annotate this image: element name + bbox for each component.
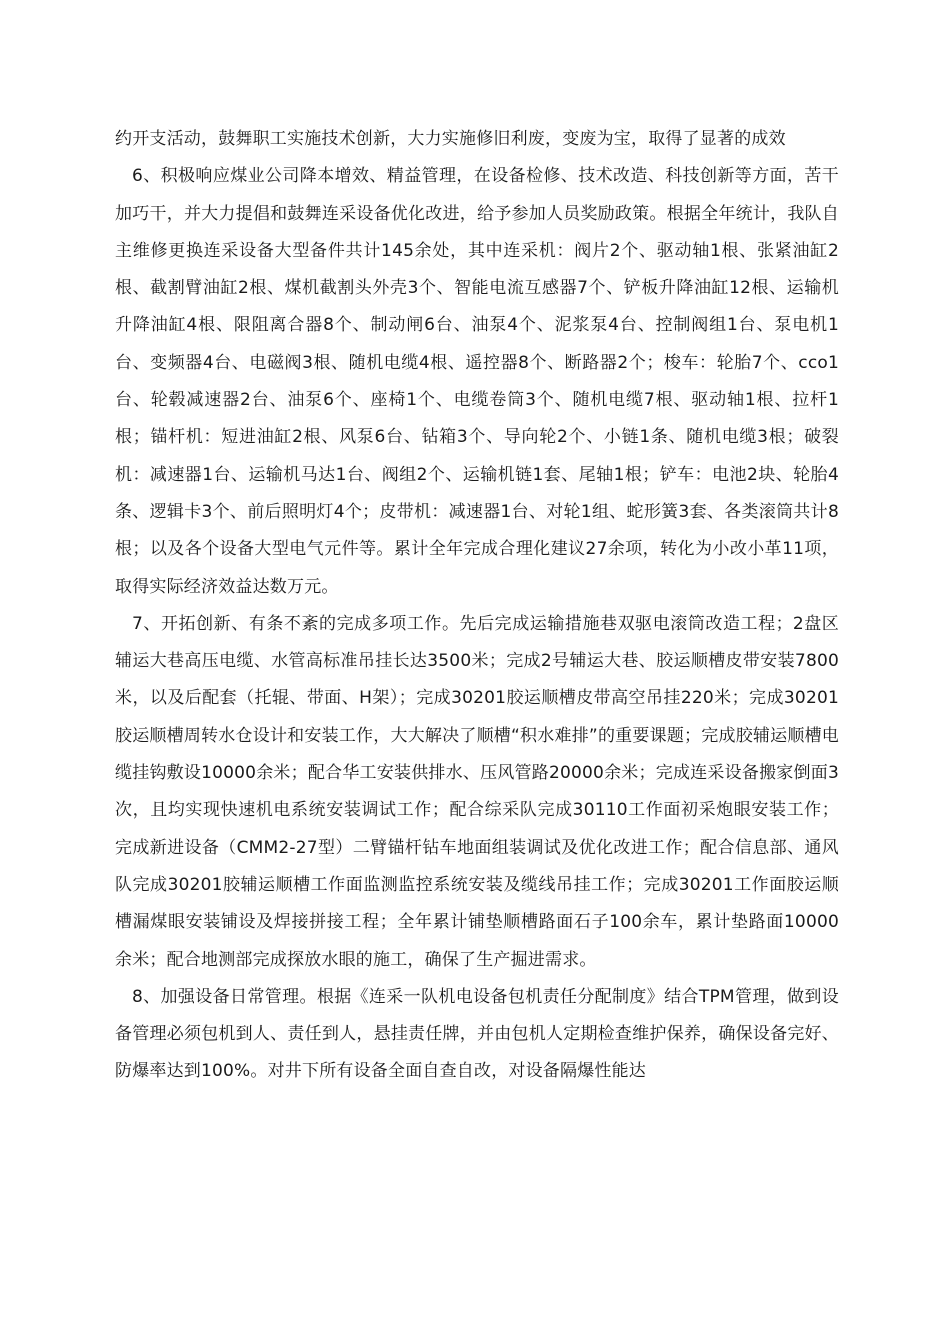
- paragraph-item-6: 6、积极响应煤业公司降本增效、精益管理，在设备检修、技术改造、科技创新等方面，苦干加巧干，并大力提倡和鼓舞连采设备优化改进，给予参加人员奖励政策。根据全年统计，我队自主维修更换连采设备大型备件共计145余处，其中连采机：阀片2个、驱动轴1根、张紧油缸2根、截割臂油缸2根、煤机截割头外壳3个、智能电流互感器7个、铲板升降油缸12根、运输机升降油缸4根、限阻离合器8个、制动闸6台、油泵4个、泥浆泵4台、控制阀组1台、泵电机1台、变频器4台、电磁阀3根、随机电缆4根、遥控器8个、断路器2个；梭车：轮胎7个、cco1台、轮毂减速器2台、油泵6个、座椅1个、电缆卷筒3个、随机电缆7根、驱动轴1根、拉杆1根；锚杆机：短进油缸2根、风泵6台、钻箱3个、导向轮2个、小链1条、随机电缆3根；破裂机：减速器1台、运输机马达1台、阀组2个、运输机链1套、尾轴1根；铲车：电池2块、轮胎4条、逻辑卡3个、前后照明灯4个；皮带机：减速器1台、对轮1组、蛇形簧3套、各类滚筒共计8根；以及各个设备大型电气元件等。累计全年完成合理化建议27余项，转化为小改小革11项，取得实际经济效益达数万元。: [115, 166, 839, 597]
- paragraph-item-8: 8、加强设备日常管理。根据《连采一队机电设备包机责任分配制度》结合TPM管理，做到设备管理必须包机到人、责任到人，悬挂责任牌，并由包机人定期检查维护保养，确保设备完好、防爆率达到100%。对井下所有设备全面自查自改，对设备隔爆性能达: [115, 986, 839, 1082]
- document-body: [115, 121, 839, 1091]
- paragraph-continuation: 约开支活动，鼓舞职工实施技术创新，大力实施修旧利废，变废为宝，取得了显著的成效: [115, 129, 786, 149]
- paragraph-item-7: 7、开拓创新、有条不紊的完成多项工作。先后完成运输措施巷双驱电滚筒改造工程；2盘区辅运大巷高压电缆、水管高标准吊挂长达3500米；完成2号辅运大巷、胶运顺槽皮带安装7800米，以及后配套（托辊、带面、H架）；完成30201胶运顺槽皮带高空吊挂220米；完成30201胶运顺槽周转水仓设计和安装工作，大大解决了顺槽“积水难排”的重要课题；完成胶辅运顺槽电缆挂钩敷设10000余米；配合华工安装供排水、压风管路20000余米；完成连采设备搬家倒面3次，且均实现快速机电系统安装调试工作；配合综采队完成30110工作面初采炮眼安装工作；完成新进设备（CMM2-27型）二臂锚杆钻车地面组装调试及优化改进工作；配合信息部、通风队完成30201胶辅运顺槽工作面监测监控系统安装及缆线吊挂工作；完成30201工作面胶运顺槽漏煤眼安装铺设及焊接拼接工程；全年累计铺垫顺槽路面石子100余车，累计垫路面10000余米；配合地测部完成探放水眼的施工，确保了生产掘进需求。: [115, 613, 839, 970]
